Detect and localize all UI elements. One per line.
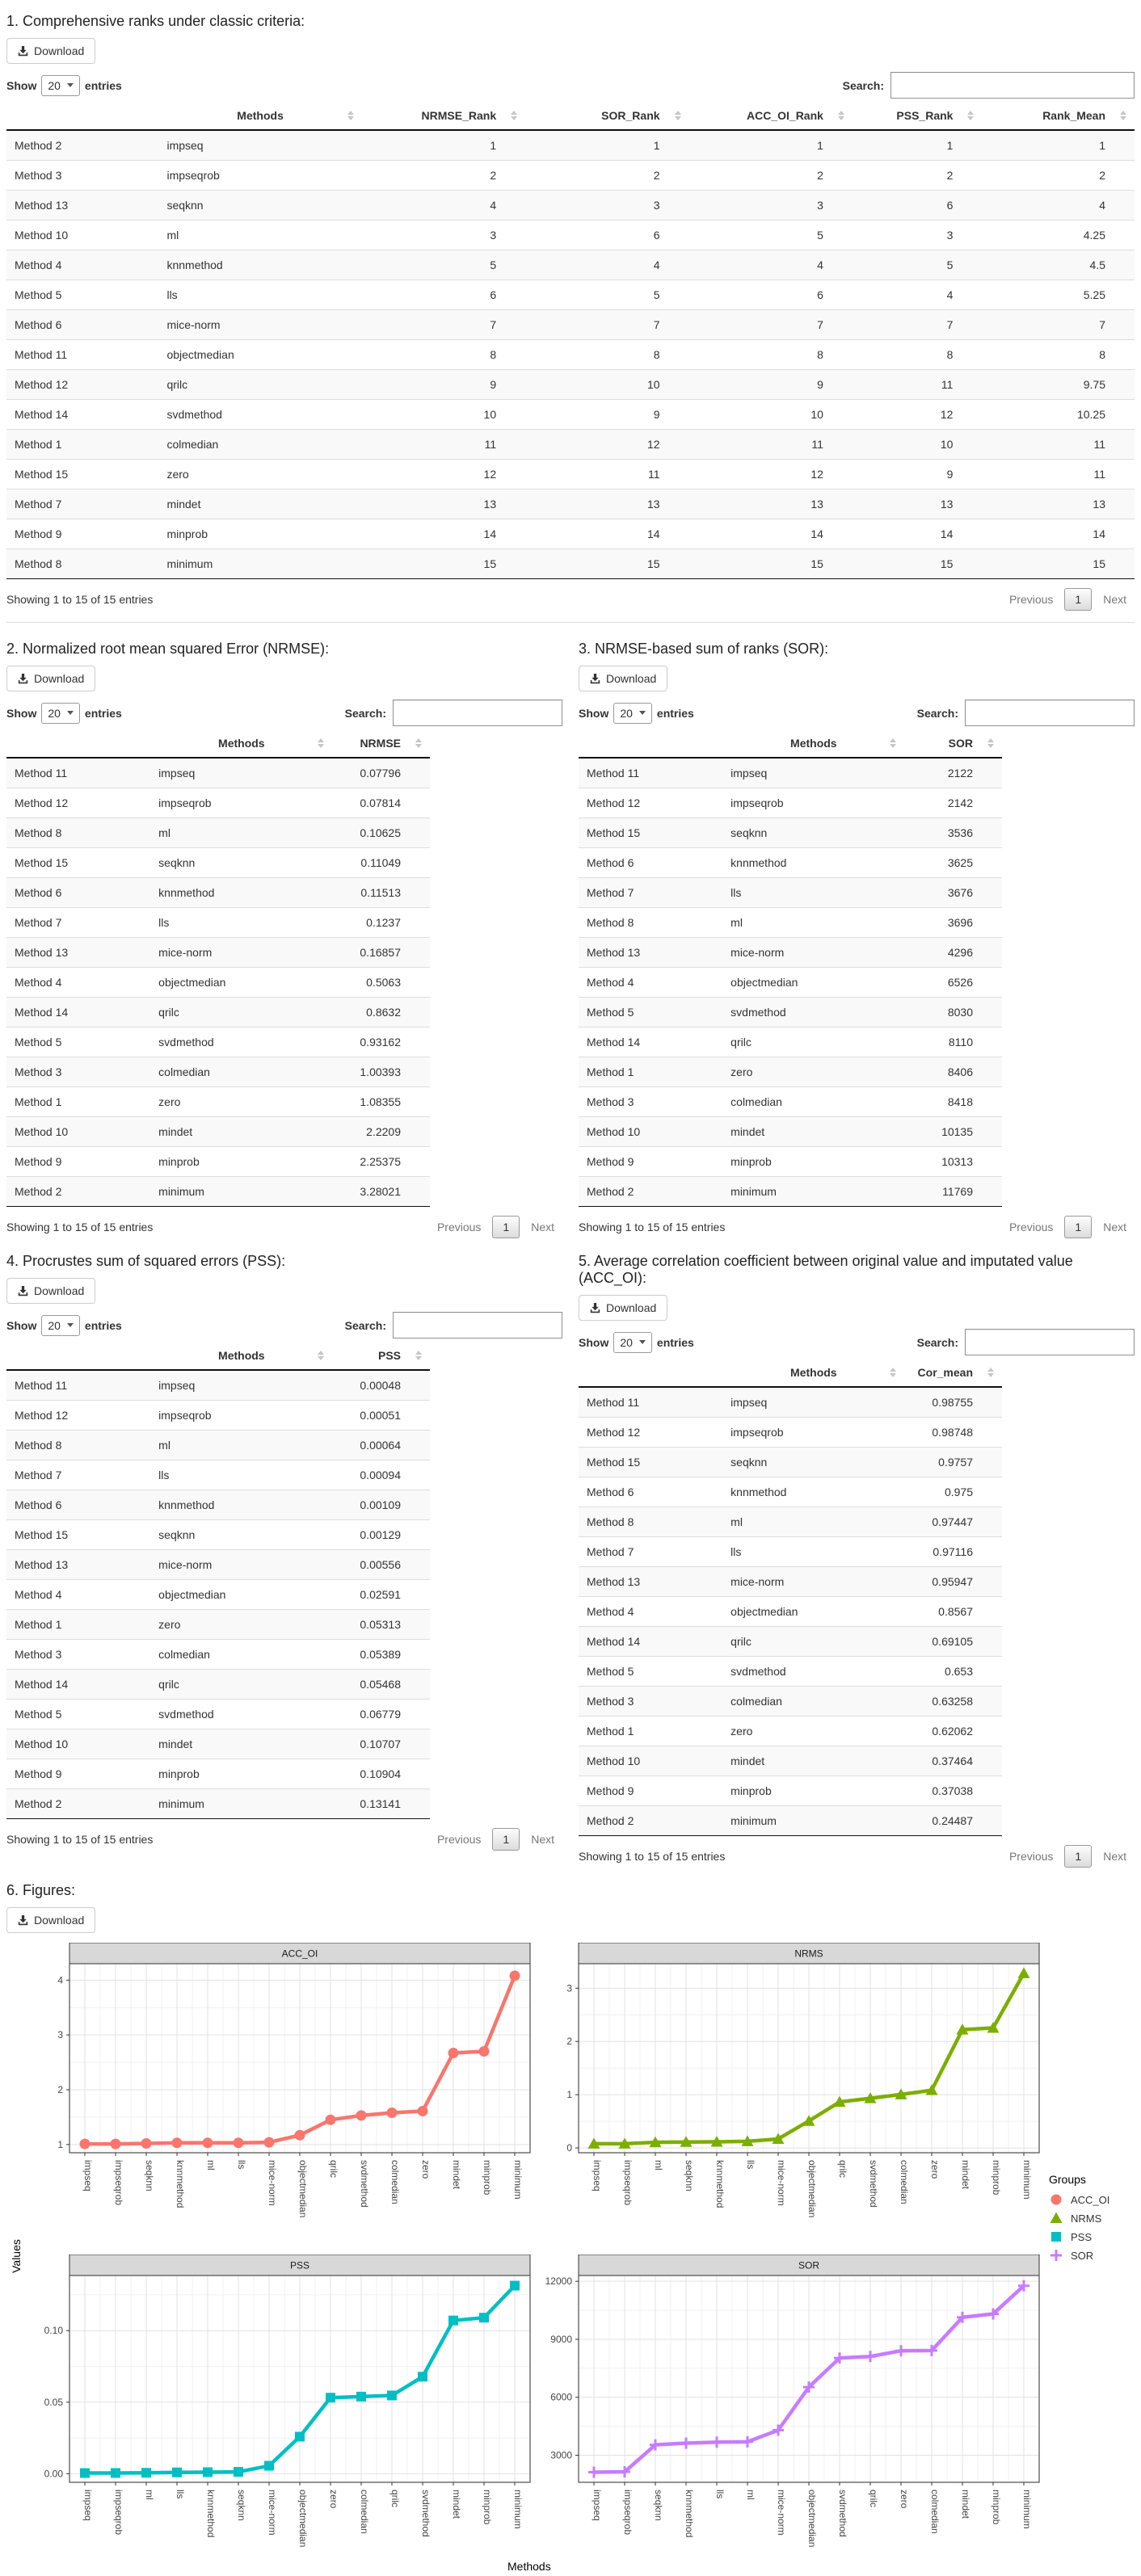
- svg-text:svdmethod: svdmethod: [420, 2490, 432, 2537]
- table-row: Method 5 svdmethod 0.93162: [6, 1027, 430, 1057]
- svg-text:minprob: minprob: [482, 2490, 493, 2525]
- table-row: Method 8 minimum 15 15 15 15 15: [6, 549, 1135, 579]
- sort-icon: [967, 111, 974, 120]
- sort-icon: [415, 1351, 422, 1360]
- svg-text:mice-norm: mice-norm: [776, 2490, 787, 2536]
- table-row: Method 14 svdmethod 10 9 10 12 10.25: [6, 400, 1135, 430]
- table-row: Method 1 zero 0.62062: [579, 1717, 1002, 1746]
- svg-text:seqknn: seqknn: [144, 2160, 155, 2191]
- column-header[interactable]: Methods: [150, 729, 332, 758]
- table-row: Method 10 mindet 0.10707: [6, 1729, 430, 1759]
- table-info: Showing 1 to 15 of 15 entries: [579, 1221, 726, 1233]
- svg-text:impseqrob: impseqrob: [622, 2160, 634, 2206]
- table-row: Method 6 mice-norm 7 7 7 7 7: [6, 310, 1135, 340]
- svg-text:zero: zero: [929, 2160, 941, 2179]
- column-header[interactable]: Methods: [722, 1359, 904, 1387]
- x-axis-title: Methods: [507, 2560, 551, 2573]
- page-length-control: Show 20 entries: [6, 75, 122, 96]
- download-icon: [590, 1303, 600, 1313]
- table-row: Method 12 impseqrob 0.07814: [6, 788, 430, 818]
- table-info: Showing 1 to 15 of 15 entries: [6, 1833, 154, 1846]
- svg-text:objectmedian: objectmedian: [806, 2160, 818, 2218]
- svg-text:4: 4: [57, 1974, 63, 1986]
- svg-text:seqknn: seqknn: [684, 2160, 695, 2191]
- legend-title: Groups: [1049, 2173, 1086, 2186]
- table-row: Method 4 objectmedian 6526: [579, 968, 1002, 998]
- search-label: Search:: [916, 1335, 958, 1349]
- column-header[interactable]: Methods: [722, 729, 904, 758]
- svg-text:mice-norm: mice-norm: [267, 2490, 278, 2536]
- table-row: Method 5 svdmethod 0.06779: [6, 1700, 430, 1729]
- sort-icon: [1120, 111, 1126, 120]
- table-row: Method 14 qrilc 0.05468: [6, 1670, 430, 1700]
- sor-table: [579, 729, 1002, 1207]
- svg-text:svdmethod: svdmethod: [359, 2160, 370, 2208]
- svg-text:zero: zero: [328, 2490, 339, 2509]
- svg-text:qrilc: qrilc: [868, 2490, 879, 2508]
- chevron-down-icon: [639, 1340, 646, 1344]
- page-length-select[interactable]: 20: [41, 703, 80, 724]
- table-row: Method 5 svdmethod 8030: [579, 998, 1002, 1027]
- svg-text:seqknn: seqknn: [653, 2490, 664, 2521]
- search-input[interactable]: [393, 1312, 562, 1338]
- svg-text:colmedian: colmedian: [389, 2160, 401, 2204]
- svg-text:12000: 12000: [545, 2276, 572, 2288]
- table-row: Method 11 impseq 0.07796: [6, 758, 430, 788]
- svg-text:knnmethod: knnmethod: [205, 2490, 217, 2538]
- search-input[interactable]: [965, 1329, 1135, 1355]
- next-page-button[interactable]: Next: [1103, 593, 1126, 606]
- chevron-down-icon: [67, 1323, 74, 1327]
- sort-icon: [987, 1368, 994, 1377]
- svg-text:impseqrob: impseqrob: [113, 2490, 124, 2536]
- table-row: Method 15 seqknn 0.11049: [6, 848, 430, 878]
- section-comprehensive-ranks: [6, 13, 1135, 617]
- legend-item: SOR: [1049, 2248, 1133, 2263]
- svg-text:impseq: impseq: [592, 2490, 603, 2521]
- table-row: Method 15 seqknn 0.9757: [579, 1448, 1002, 1477]
- svg-text:knnmethod: knnmethod: [714, 2160, 726, 2208]
- table-row: Method 1 colmedian 11 12 11 10 11: [6, 430, 1135, 460]
- table-info: Showing 1 to 15 of 15 entries: [6, 1221, 154, 1233]
- svg-text:NRMS: NRMS: [794, 1948, 823, 1960]
- table-row: Method 9 minprob 0.37038: [579, 1776, 1002, 1806]
- svg-text:PSS: PSS: [289, 2259, 310, 2271]
- svg-text:0.10: 0.10: [44, 2325, 63, 2337]
- page-1-button[interactable]: 1: [492, 1216, 520, 1238]
- sort-icon: [987, 738, 994, 748]
- search-label: Search:: [916, 706, 958, 720]
- svg-text:ACC_OI: ACC_OI: [281, 1948, 318, 1960]
- chevron-down-icon: [67, 83, 74, 87]
- ranks-table: [6, 102, 1135, 579]
- svg-text:2: 2: [57, 2084, 63, 2095]
- svg-text:objectmedian: objectmedian: [806, 2490, 818, 2548]
- sort-icon: [415, 738, 422, 748]
- section-title: 2. Normalized root mean squared Error (NRMSE):: [6, 641, 330, 657]
- page-length-control: Show 20 entries: [579, 1332, 694, 1353]
- section-nrmse: [6, 632, 562, 1245]
- table-row: Method 4 objectmedian 0.02591: [6, 1580, 430, 1610]
- section-title: 4. Procrustes sum of squared errors (PSS):: [6, 1253, 286, 1269]
- column-header: [579, 729, 722, 758]
- page-1-button[interactable]: 1: [1064, 588, 1092, 611]
- table-info: Showing 1 to 15 of 15 entries: [6, 593, 154, 606]
- svg-text:qrilc: qrilc: [837, 2160, 848, 2179]
- svg-text:minimum: minimum: [512, 2490, 524, 2529]
- table-row: Method 14 qrilc 8110: [579, 1027, 1002, 1057]
- section-sor: [579, 632, 1135, 1245]
- table-row: Method 6 knnmethod 0.11513: [6, 878, 430, 908]
- table-row: Method 14 qrilc 0.8632: [6, 998, 430, 1027]
- table-row: Method 8 ml 3696: [579, 908, 1002, 938]
- table-row: Method 7 lls 0.00094: [6, 1460, 430, 1490]
- table-row: Method 4 knnmethod 5 4 4 5 4.5: [6, 250, 1135, 280]
- svg-text:1: 1: [566, 2089, 572, 2101]
- table-row: Method 12 impseqrob 0.98748: [579, 1418, 1002, 1448]
- svg-text:qrilc: qrilc: [389, 2490, 401, 2508]
- column-header: [6, 729, 150, 758]
- page-length-select[interactable]: 20: [613, 703, 652, 724]
- chevron-down-icon: [639, 711, 646, 715]
- table-row: Method 10 mindet 0.37464: [579, 1746, 1002, 1776]
- svg-text:mindet: mindet: [451, 2160, 462, 2190]
- download-button[interactable]: Download: [6, 1278, 95, 1304]
- section-title: 6. Figures:: [6, 1882, 76, 1898]
- search-label: Search:: [344, 706, 386, 720]
- svg-text:impseqrob: impseqrob: [113, 2160, 124, 2206]
- nrms-marker-icon: [1049, 2211, 1063, 2225]
- table-row: Method 3 colmedian 1.00393: [6, 1057, 430, 1087]
- svg-text:2: 2: [566, 2036, 572, 2048]
- pagination: [429, 1216, 562, 1238]
- search-input[interactable]: [965, 700, 1135, 726]
- search-control: [843, 72, 1135, 99]
- next-page-button[interactable]: Next: [1103, 1850, 1126, 1863]
- svg-text:SOR: SOR: [798, 2259, 820, 2271]
- pagination: [1001, 588, 1135, 611]
- table-row: Method 1 zero 1.08355: [6, 1087, 430, 1117]
- svg-text:minprob: minprob: [991, 2160, 1002, 2196]
- search-control: [345, 1312, 562, 1338]
- table-row: Method 10 ml 3 6 5 3 4.25: [6, 221, 1135, 250]
- table-row: Method 11 impseq 2122: [579, 758, 1002, 788]
- page-length-control: Show 20 entries: [579, 703, 694, 724]
- svg-text:colmedian: colmedian: [899, 2160, 910, 2204]
- svg-text:objectmedian: objectmedian: [297, 2160, 309, 2218]
- download-icon: [18, 674, 28, 684]
- table-row: Method 7 lls 0.1237: [6, 908, 430, 938]
- divider: [6, 622, 1135, 623]
- table-row: Method 13 mice-norm 0.95947: [579, 1567, 1002, 1597]
- table-row: Method 15 seqknn 3536: [579, 818, 1002, 848]
- svg-text:lls: lls: [745, 2160, 756, 2170]
- column-header[interactable]: Rank_Mean: [982, 102, 1135, 130]
- column-header[interactable]: NRMSE: [332, 729, 430, 758]
- table-row: Method 3 impseqrob 2 2 2 2 2: [6, 161, 1135, 191]
- acc_oi-marker-icon: [1049, 2192, 1063, 2207]
- svg-text:3: 3: [566, 1982, 572, 1994]
- table-row: Method 6 knnmethod 3625: [579, 848, 1002, 878]
- previous-page-button[interactable]: Previous: [436, 1221, 482, 1233]
- table-row: Method 3 colmedian 0.63258: [579, 1687, 1002, 1717]
- table-row: Method 8 ml 0.97447: [579, 1507, 1002, 1537]
- nrmse-table: [6, 729, 430, 1207]
- table-row: Method 12 impseqrob 2142: [579, 788, 1002, 818]
- page-length-control: Show 20 entries: [6, 703, 122, 724]
- download-button[interactable]: Download: [579, 666, 667, 691]
- column-header[interactable]: ACC_OI_Rank: [689, 102, 853, 130]
- table-row: Method 12 impseqrob 0.00051: [6, 1401, 430, 1431]
- page-1-button[interactable]: 1: [1064, 1216, 1092, 1238]
- previous-page-button[interactable]: Previous: [1008, 1221, 1054, 1233]
- sor-marker-icon: [1049, 2248, 1063, 2263]
- pagination: [429, 1828, 562, 1851]
- download-icon: [18, 1915, 28, 1926]
- download-icon: [18, 46, 28, 57]
- sort-icon: [511, 111, 517, 120]
- next-page-button[interactable]: Next: [531, 1221, 554, 1233]
- svg-text:minprob: minprob: [991, 2490, 1002, 2525]
- column-header: [579, 1359, 722, 1387]
- svg-text:minprob: minprob: [482, 2160, 493, 2196]
- download-button[interactable]: Download: [6, 666, 95, 691]
- svg-text:mice-norm: mice-norm: [776, 2160, 787, 2206]
- svg-text:minimum: minimum: [512, 2160, 524, 2200]
- column-header: [6, 1342, 150, 1370]
- svg-text:1: 1: [57, 2138, 63, 2150]
- pss-marker-icon: [1049, 2229, 1063, 2244]
- sort-icon: [347, 111, 354, 120]
- search-input[interactable]: [890, 72, 1135, 99]
- legend-item: NRMS: [1049, 2211, 1133, 2225]
- column-header[interactable]: SOR: [904, 729, 1002, 758]
- svg-text:lls: lls: [236, 2160, 247, 2170]
- svg-text:impseqrob: impseqrob: [622, 2490, 634, 2536]
- svg-text:zero: zero: [420, 2160, 432, 2179]
- sort-icon: [890, 1368, 896, 1377]
- table-row: Method 13 seqknn 4 3 3 6 4: [6, 191, 1135, 221]
- table-row: Method 9 minprob 0.10904: [6, 1759, 430, 1789]
- y-axis-title: Values: [10, 2239, 23, 2273]
- table-info: Showing 1 to 15 of 15 entries: [579, 1850, 726, 1863]
- chart-panel-nrms: [540, 1943, 1044, 2255]
- table-row: Method 9 minprob 10313: [579, 1147, 1002, 1177]
- search-control: [917, 700, 1135, 726]
- page-length-select[interactable]: 20: [41, 75, 80, 96]
- table-row: Method 13 mice-norm 4296: [579, 938, 1002, 968]
- column-header[interactable]: Methods: [158, 102, 361, 130]
- svg-text:impseq: impseq: [82, 2490, 94, 2521]
- download-button[interactable]: Download: [6, 1907, 95, 1933]
- svg-text:0.05: 0.05: [44, 2396, 63, 2408]
- table-row: Method 3 colmedian 8418: [579, 1087, 1002, 1117]
- table-row: Method 10 mindet 2.2209: [6, 1117, 430, 1147]
- table-row: Method 10 mindet 10135: [579, 1117, 1002, 1147]
- table-row: Method 5 svdmethod 0.653: [579, 1657, 1002, 1687]
- chevron-down-icon: [67, 711, 74, 715]
- previous-page-button[interactable]: Previous: [1008, 593, 1054, 606]
- chart-panel-sor: [540, 2255, 1044, 2570]
- page-length-control: Show 20 entries: [6, 1315, 122, 1336]
- svg-text:zero: zero: [899, 2490, 910, 2509]
- column-header[interactable]: NRMSE_Rank: [362, 102, 525, 130]
- figures-panel: [6, 1943, 1135, 2576]
- table-row: Method 9 minprob 14 14 14 14 14: [6, 519, 1135, 549]
- pagination: [1001, 1845, 1135, 1868]
- table-row: Method 9 minprob 2.25375: [6, 1147, 430, 1177]
- legend-item: ACC_OI: [1049, 2192, 1133, 2207]
- sort-icon: [318, 1351, 324, 1360]
- search-input[interactable]: [393, 700, 562, 726]
- svg-text:9000: 9000: [550, 2333, 572, 2345]
- table-row: Method 12 qrilc 9 10 9 11 9.75: [6, 370, 1135, 400]
- table-row: Method 15 seqknn 0.00129: [6, 1520, 430, 1550]
- svg-text:objectmedian: objectmedian: [297, 2490, 309, 2548]
- svg-text:3: 3: [57, 2029, 63, 2041]
- column-header[interactable]: PSS: [332, 1342, 430, 1370]
- table-row: Method 1 zero 0.05313: [6, 1610, 430, 1640]
- svg-text:6000: 6000: [550, 2391, 572, 2403]
- svg-text:svdmethod: svdmethod: [868, 2160, 879, 2208]
- column-header: [6, 102, 158, 130]
- svg-text:svdmethod: svdmethod: [837, 2490, 848, 2537]
- table-row: Method 5 lls 6 5 6 4 5.25: [6, 280, 1135, 310]
- download-button[interactable]: Download: [6, 38, 95, 64]
- svg-text:0: 0: [566, 2142, 572, 2154]
- table-row: Method 4 objectmedian 0.8567: [579, 1597, 1002, 1627]
- svg-text:ml: ml: [745, 2490, 756, 2500]
- svg-text:ml: ml: [144, 2490, 155, 2500]
- download-icon: [590, 674, 600, 684]
- sort-icon: [675, 111, 681, 120]
- page-1-button[interactable]: 1: [492, 1828, 520, 1851]
- page-length-select[interactable]: 20: [613, 1332, 652, 1353]
- svg-text:ml: ml: [205, 2160, 217, 2170]
- table-row: Method 7 mindet 13 13 13 13 13: [6, 490, 1135, 519]
- svg-text:qrilc: qrilc: [328, 2160, 339, 2179]
- table-row: Method 6 knnmethod 0.975: [579, 1477, 1002, 1507]
- column-header[interactable]: Cor_mean: [904, 1359, 1002, 1387]
- svg-text:knnmethod: knnmethod: [684, 2490, 695, 2538]
- legend-item: PSS: [1049, 2229, 1133, 2244]
- chart-panel-acc-oi: [31, 1943, 535, 2255]
- svg-text:mindet: mindet: [960, 2160, 971, 2190]
- column-header[interactable]: Methods: [150, 1342, 332, 1370]
- svg-text:3000: 3000: [550, 2449, 572, 2461]
- table-row: Method 1 zero 8406: [579, 1057, 1002, 1087]
- svg-text:lls: lls: [714, 2490, 726, 2499]
- svg-text:0.00: 0.00: [44, 2468, 63, 2480]
- svg-text:impseq: impseq: [592, 2160, 603, 2191]
- table-row: Method 2 minimum 3.28021: [6, 1177, 430, 1207]
- svg-text:mice-norm: mice-norm: [267, 2160, 278, 2206]
- table-row: Method 13 mice-norm 0.16857: [6, 938, 430, 968]
- svg-text:mindet: mindet: [451, 2490, 462, 2519]
- search-label: Search:: [344, 1318, 386, 1332]
- pss-table: [6, 1342, 430, 1819]
- search-control: [917, 1329, 1135, 1355]
- table-row: Method 7 lls 3676: [579, 878, 1002, 908]
- chart-panel-pss: [31, 2255, 535, 2570]
- table-row: Method 4 objectmedian 0.5063: [6, 968, 430, 998]
- search-label: Search:: [842, 78, 884, 92]
- svg-text:impseq: impseq: [82, 2160, 94, 2191]
- svg-text:colmedian: colmedian: [359, 2490, 370, 2534]
- table-row: Method 8 ml 0.00064: [6, 1431, 430, 1460]
- table-row: Method 2 impseq 1 1 1 1 1: [6, 130, 1135, 161]
- page-1-button[interactable]: 1: [1064, 1845, 1092, 1868]
- download-button[interactable]: Download: [579, 1295, 667, 1321]
- table-row: Method 2 minimum 0.13141: [6, 1789, 430, 1819]
- table-row: Method 6 knnmethod 0.00109: [6, 1490, 430, 1520]
- next-page-button[interactable]: Next: [1103, 1221, 1126, 1233]
- chart-legend: [1049, 2173, 1133, 2267]
- section-acc-oi: [579, 1245, 1135, 1874]
- pagination: [1001, 1216, 1135, 1238]
- section-title: 5. Average correlation coefficient between original value and imputated value (ACC_OI):: [579, 1253, 1073, 1286]
- table-row: Method 2 minimum 11769: [579, 1177, 1002, 1207]
- table-row: Method 11 impseq 0.00048: [6, 1370, 430, 1401]
- table-row: Method 13 mice-norm 0.00556: [6, 1550, 430, 1580]
- table-row: Method 3 colmedian 0.05389: [6, 1640, 430, 1670]
- page-length-select[interactable]: 20: [41, 1315, 80, 1336]
- page-title: 1. Comprehensive ranks under classic criteria:: [6, 13, 305, 29]
- next-page-button[interactable]: Next: [531, 1833, 554, 1846]
- table-row: Method 11 impseq 0.98755: [579, 1387, 1002, 1418]
- svg-text:mindet: mindet: [960, 2490, 971, 2519]
- section-title: 3. NRMSE-based sum of ranks (SOR):: [579, 641, 829, 657]
- svg-text:minimum: minimum: [1021, 2490, 1033, 2529]
- sort-icon: [838, 111, 844, 120]
- previous-page-button[interactable]: Previous: [436, 1833, 482, 1846]
- section-figures: [6, 1882, 1135, 2576]
- svg-text:colmedian: colmedian: [929, 2490, 941, 2534]
- svg-text:minimum: minimum: [1021, 2160, 1033, 2200]
- download-icon: [18, 1286, 28, 1296]
- sort-icon: [890, 738, 896, 748]
- table-row: Method 8 ml 0.10625: [6, 818, 430, 848]
- table-row: Method 2 minimum 0.24487: [579, 1806, 1002, 1836]
- svg-text:knnmethod: knnmethod: [175, 2160, 186, 2208]
- search-control: [345, 700, 562, 726]
- svg-text:lls: lls: [175, 2490, 186, 2499]
- column-header[interactable]: SOR_Rank: [525, 102, 688, 130]
- table-row: Method 11 objectmedian 8 8 8 8 8: [6, 340, 1135, 370]
- table-row: Method 14 qrilc 0.69105: [579, 1627, 1002, 1657]
- svg-text:ml: ml: [653, 2160, 664, 2170]
- section-pss: [6, 1245, 562, 1857]
- sort-icon: [318, 738, 324, 748]
- column-header[interactable]: PSS_Rank: [853, 102, 983, 130]
- previous-page-button[interactable]: Previous: [1008, 1850, 1054, 1863]
- cor-mean-table: [579, 1359, 1002, 1836]
- table-row: Method 15 zero 12 11 12 9 11: [6, 460, 1135, 490]
- svg-text:seqknn: seqknn: [236, 2490, 247, 2521]
- table-row: Method 7 lls 0.97116: [579, 1537, 1002, 1567]
